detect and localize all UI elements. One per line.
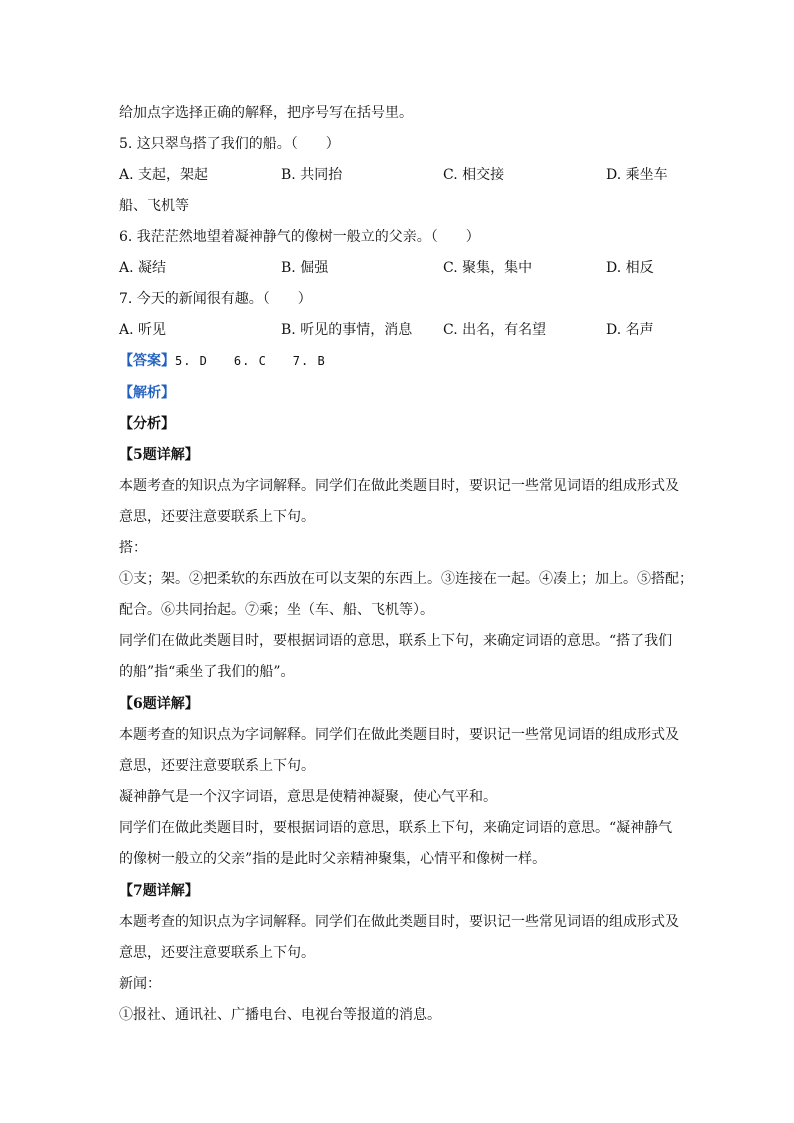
q5-paragraph-line: 本题考查的知识点为字词解释。同学们在做此类题目时，要识记一些常见词语的组成形式及: [119, 478, 679, 494]
instruction-text: 给加点字选择正确的解释，把序号写在括号里。: [119, 105, 413, 121]
q6-explanation-line: 的像树一般立的父亲”指的是此时父亲精神聚集，心情平和像树一样。: [119, 851, 547, 867]
q7-definition-line: ①报社、通讯社、广播电台、电视台等报道的消息。: [119, 1007, 441, 1023]
q5-definition-line: 配合。⑥共同抬起。⑦乘；坐（车、船、飞机等）。: [119, 602, 434, 618]
option-a: A. 凝结: [119, 260, 167, 276]
q6-explanation-line: 同学们在做此类题目时，要根据词语的意思，联系上下句，来确定词语的意思。“凝神静气: [119, 820, 673, 836]
answer-line: [119, 351, 679, 371]
q7-paragraph-line: 本题考查的知识点为字词解释。同学们在做此类题目时，要识记一些常见词语的组成形式及: [119, 914, 679, 930]
q7-detail-title: 【7题详解】: [119, 883, 199, 899]
option-c: C. 聚集，集中: [443, 260, 533, 276]
q6-paragraph-line: 本题考查的知识点为字词解释。同学们在做此类题目时，要识记一些常见词语的组成形式及: [119, 727, 679, 743]
option-c: C. 相交接: [443, 167, 505, 183]
q5-word: 搭：: [119, 540, 147, 556]
analysis-subheading: 【分析】: [119, 416, 175, 432]
q5-paragraph-line: 意思，还要注意要联系上下句。: [119, 509, 315, 525]
analysis-heading: 【解析】: [119, 385, 175, 401]
option-c: C. 出名，有名望: [443, 322, 547, 338]
q5-explanation-line: 的船”指“乘坐了我们的船”。: [119, 664, 295, 680]
q6-paragraph-line: 意思，还要注意要联系上下句。: [119, 758, 315, 774]
q5-explanation-line: 同学们在做此类题目时，要根据词语的意思，联系上下句，来确定词语的意思。“搭了我们: [119, 633, 673, 649]
option-b: B. 倔强: [281, 260, 329, 276]
option-d: D. 相反: [606, 260, 654, 276]
option-d: D. 乘坐车: [606, 167, 668, 183]
option-a: A. 支起，架起: [119, 167, 209, 183]
q6-definition: 凝神静气是一个汉字词语，意思是使精神凝聚，使心气平和。: [119, 789, 497, 805]
question-5-stem: 5. 这只翠鸟搭了我们的船。（ ）: [119, 136, 340, 152]
q6-detail-title: 【6题详解】: [119, 696, 199, 712]
q7-word: 新闻：: [119, 976, 161, 992]
question-7-stem: 7. 今天的新闻很有趣。（ ）: [119, 291, 312, 307]
question-5-option-continuation: 船、飞机等: [119, 198, 189, 214]
answer-text: 5. D 6. C 7. B: [175, 354, 326, 368]
question-6-stem: 6. 我茫茫然地望着凝神静气的像树一般立的父亲。（ ）: [119, 229, 480, 245]
q5-detail-title: 【5题详解】: [119, 447, 199, 463]
q5-definition-line: ①支；架。②把柔软的东西放在可以支架的东西上。③连接在一起。④凑上；加上。⑤搭配；: [119, 571, 693, 587]
option-b: B. 听见的事情，消息: [281, 322, 413, 338]
option-a: A. 听见: [119, 322, 167, 338]
answer-label: 【答案】: [119, 353, 175, 369]
option-b: B. 共同抬: [281, 167, 343, 183]
q7-paragraph-line: 意思，还要注意要联系上下句。: [119, 945, 315, 961]
option-d: D. 名声: [606, 322, 654, 338]
